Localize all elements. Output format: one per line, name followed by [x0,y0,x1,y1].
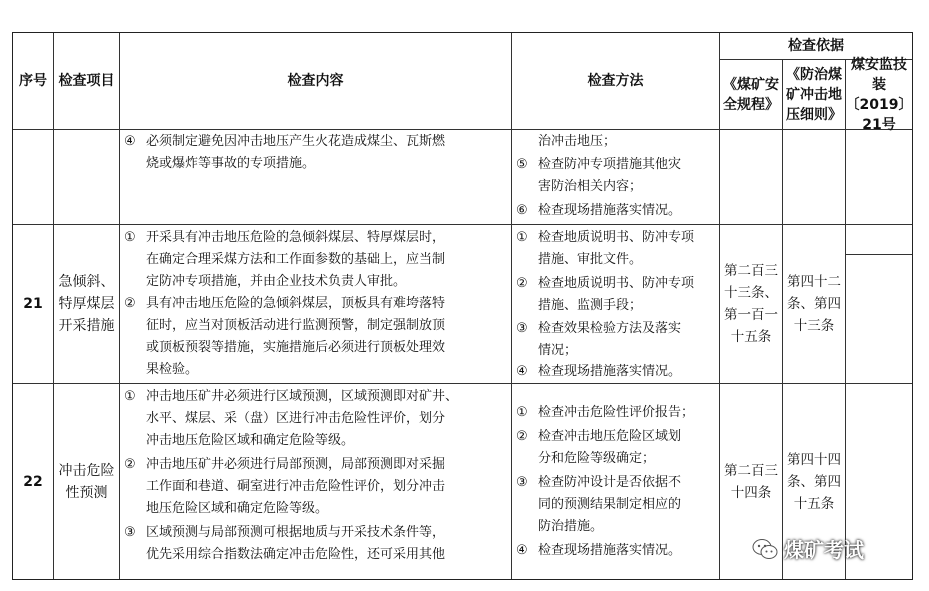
method-line: 害防治相关内容； [538,179,643,194]
list-marker: ① [124,230,136,245]
content-line: 烧或爆炸等事故的专项措施。 [146,156,316,171]
row-a-basis-gz [720,130,783,225]
row-a-number [12,130,54,225]
row-22-method [512,384,720,580]
row-a-basis-aj [846,130,913,225]
header-basis-gz: 《煤矿安全规程》 [720,60,783,130]
row-21-item: 急倾斜、特厚煤层开采措施 [54,225,120,384]
header-content: 检查内容 [120,32,512,130]
header-basis-aj: 煤安监技装〔2019〕21号 [845,56,913,133]
header-item: 检查项目 [54,32,120,130]
method-line: 分和危险等级确定； [538,451,656,466]
row-a-method [512,130,720,225]
header-basis-xz: 《防治煤矿冲击地压细则》 [783,60,846,130]
method-line: 检查冲击地压危险区域划 [538,429,682,444]
row-21-number: 21 [12,225,54,384]
row-22-basis-gz: 第二百三十四条 [720,384,783,580]
row-21-basis-gz: 第二百三十三条、第一百一十五条 [720,225,783,384]
row-a-basis-xz [783,130,846,225]
list-marker: ④ [516,364,528,379]
content-line: 区域预测与局部预测可根据地质与开采技术条件等， [146,525,446,540]
row-22-number: 22 [12,384,54,580]
row-a-content [120,130,512,225]
list-marker: ⑥ [516,203,528,218]
header-basis: 检查依据 [720,32,913,60]
content-line: 工作面和巷道、硐室进行冲击危险性评价，划分冲击 [146,479,446,494]
content-line: 开采具有冲击地压危险的急倾斜煤层、特厚煤层时， [146,230,446,245]
list-marker: ① [124,389,136,404]
content-line: 冲击地压矿井必须进行局部预测，局部预测即对采掘 [146,457,446,472]
row-22-item: 冲击危险性预测 [54,384,120,580]
content-line: 水平、煤层、采（盘）区进行冲击危险性评价，划分 [146,411,446,426]
list-marker: ② [516,276,528,291]
content-line: 或顶板预裂等措施，实施措施后必须进行顶板处理效 [146,340,446,355]
inspection-table [12,32,913,580]
method-line: 检查冲击危险性评价报告； [538,405,695,420]
list-marker: ③ [516,321,528,336]
content-line: 地压危险区域和确定危险等级。 [146,501,329,516]
method-line: 防治措施。 [538,519,604,534]
row-21-basis-xz: 第四十二条、第四十三条 [783,225,846,384]
content-line: 在确定合理采煤方法和工作面参数的基础上，应当制 [146,252,446,267]
method-line: 检查现场措施落实情况。 [538,203,682,218]
method-line: 同的预测结果制定相应的 [538,497,682,512]
list-marker: ① [516,405,528,420]
list-marker: ⑤ [516,157,528,172]
content-line: 征时，应当对顶板活动进行监测预警，制定强制放顶 [146,318,446,333]
method-line: 检查防冲专项措施其他灾 [538,157,682,172]
content-line: 具有冲击地压危险的急倾斜煤层，顶板具有难垮落特 [146,296,446,311]
content-line: 优先采用综合指数法确定冲击危险性，还可采用其他 [146,547,446,562]
row-21-basis-aj [846,255,913,384]
watermark-text: 煤矿考试 [784,538,864,562]
list-marker: ② [516,429,528,444]
row-22-content [120,384,512,580]
content-line: 果检验。 [146,362,199,377]
method-line: 检查现场措施落实情况。 [538,543,682,558]
row-21-content [120,225,512,384]
list-marker: ③ [124,525,136,540]
method-line: 检查地质说明书、防冲专项 [538,276,695,291]
header-seq: 序号 [12,32,54,130]
method-line: 情况； [538,343,578,358]
row-22-basis-xz: 第四十四条、第四十五条 [783,384,846,580]
method-line: 措施、审批文件。 [538,252,643,267]
wechat-icon [752,538,778,560]
row-21-method [512,225,720,384]
content-line: 定防冲专项措施，并由企业技术负责人审批。 [146,274,407,289]
method-line: 检查防冲设计是否依据不 [538,475,682,490]
method-line: 检查现场措施落实情况。 [538,364,682,379]
list-marker: ④ [124,134,136,149]
list-marker: ① [516,230,528,245]
content-line: 冲击地压矿井必须进行区域预测，区域预测即对矿井、 [146,389,459,404]
list-marker: ④ [516,543,528,558]
list-marker: ③ [516,475,528,490]
row-21-basis-aj-top [846,225,913,255]
row-a-item [54,130,120,225]
header-method: 检查方法 [512,32,720,130]
list-marker: ② [124,457,136,472]
method-line: 措施、监测手段； [538,298,643,313]
method-line: 检查地质说明书、防冲专项 [538,230,695,245]
list-marker: ② [124,296,136,311]
method-line: 检查效果检验方法及落实 [538,321,682,336]
content-line: 冲击地压危险区域和确定危险等级。 [146,433,355,448]
method-line: 治冲击地压； [538,134,617,149]
content-line: 必须制定避免因冲击地压产生火花造成煤尘、瓦斯燃 [146,134,446,149]
watermark [752,534,864,563]
